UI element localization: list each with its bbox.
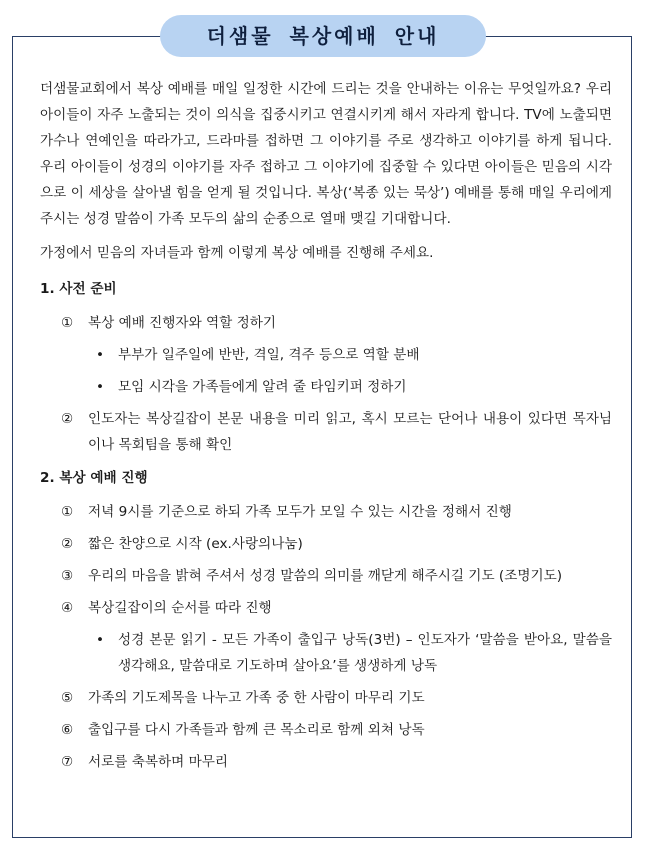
bullet-dot: •: [96, 379, 105, 395]
list-item: [40, 749, 612, 775]
bullet-item: [40, 374, 612, 400]
page-title: 더샘물 복상예배 안내: [160, 15, 486, 57]
list-item: [40, 310, 612, 336]
list-item: [40, 685, 612, 711]
lead-paragraph: 가정에서 믿음의 자녀들과 함께 이렇게 복상 예배를 진행해 주세요.: [40, 245, 434, 261]
item-number: ④: [61, 600, 74, 616]
document-body: [40, 76, 612, 775]
list-item: [40, 499, 612, 525]
item-text: 출입구를 다시 가족들과 함께 큰 목소리로 함께 외쳐 낭독: [88, 722, 425, 738]
item-text: 가족의 기도제목을 나누고 가족 중 한 사람이 마무리 기도: [88, 690, 425, 706]
intro-paragraph: 더샘물교회에서 복상 예배를 매일 일정한 시간에 드리는 것을 안내하는 이유는 무엇일까요? 우리 아이들이 자주 노출되는 것이 의식을 집중시키고 연결시키게 해서 자라게 합니다. TV에 노출되면 가수나 연예인을 따라가고, 드라마를 접하면 그 이야기를 주로 생각하고 이야기를 하게 됩니다. 우리 아이들이 성경의 이야기를 자주 접하고 그 이야기에 집중할 수 있다면 아이들은 믿음의 시각으로 이 세상을 살아낼 힘을 얻게 될 것입니다. 복상(‘복종 있는 묵상’) 예배를 통해 매일 우리에게 주시는 성경 말씀이 가족 모두의 삶의 순종으로 열매 맺길 기대합니다.: [40, 81, 612, 227]
item-text: 우리의 마음을 밝혀 주셔서 성경 말씀의 의미를 깨닫게 해주시길 기도 (조명기도): [88, 568, 563, 584]
list-item: [40, 563, 612, 589]
item-number: ①: [61, 504, 74, 520]
item-number: ②: [61, 536, 74, 552]
item-number: ⑦: [61, 754, 74, 770]
section-heading-preparation: 1. 사전 준비: [40, 281, 117, 297]
item-number: ③: [61, 568, 74, 584]
item-text: 인도자는 복상길잡이 본문 내용을 미리 읽고, 혹시 모르는 단어나 내용이 있다면 목자님이나 목회팀을 통해 확인: [88, 411, 612, 453]
list-item: [40, 531, 612, 557]
section-heading-worship: 2. 복상 예배 진행: [40, 470, 148, 486]
item-number: ①: [61, 315, 74, 331]
list-item: [40, 406, 612, 458]
bullet-text: 성경 본문 읽기 - 모든 가족이 출입구 낭독(3번) – 인도자가 ‘말씀을 받아요, 말씀을 생각해요, 말씀대로 기도하며 살아요’를 생생하게 낭독: [118, 632, 612, 674]
item-text: 복상 예배 진행자와 역할 정하기: [88, 315, 276, 331]
list-item: [40, 595, 612, 621]
bullet-text: 모임 시각을 가족들에게 알려 줄 타임키퍼 정하기: [118, 379, 407, 395]
item-number: ⑤: [61, 690, 74, 706]
item-text: 저녁 9시를 기준으로 하되 가족 모두가 모일 수 있는 시간을 정해서 진행: [88, 504, 512, 520]
list-item: [40, 717, 612, 743]
bullet-item: [40, 342, 612, 368]
bullet-item: [40, 627, 612, 679]
bullet-dot: •: [96, 347, 105, 363]
item-number: ⑥: [61, 722, 74, 738]
item-text: 서로를 축복하며 마무리: [88, 754, 228, 770]
bullet-dot: •: [96, 632, 105, 648]
item-text: 짧은 찬양으로 시작 (ex.사랑의나눔): [88, 536, 303, 552]
item-text: 복상길잡이의 순서를 따라 진행: [88, 600, 272, 616]
item-number: ②: [61, 411, 74, 427]
bullet-text: 부부가 일주일에 반반, 격일, 격주 등으로 역할 분배: [118, 347, 420, 363]
